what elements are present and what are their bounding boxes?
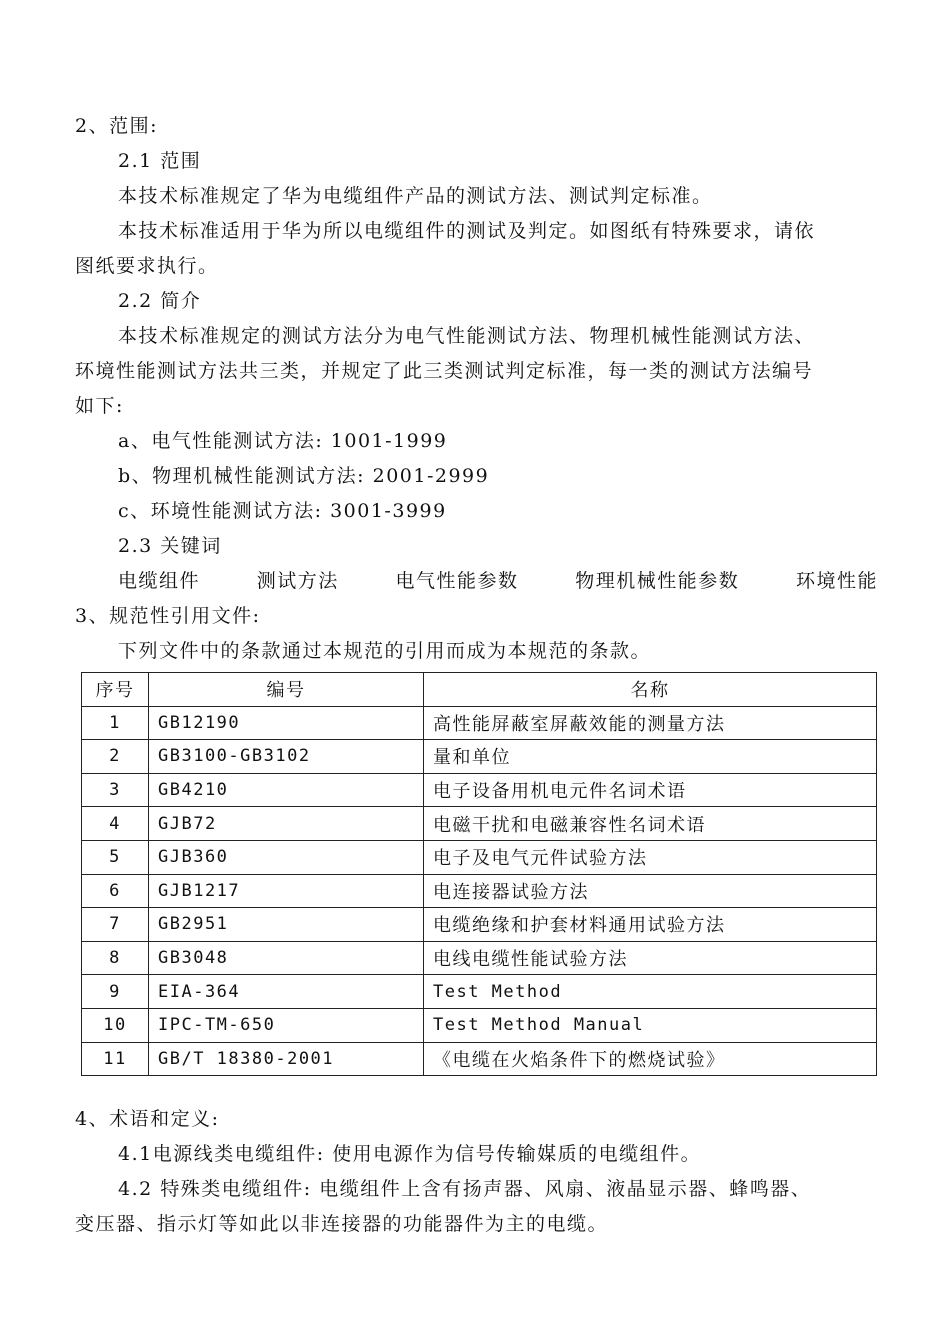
row-number: 2	[82, 740, 149, 774]
section-2-2-heading: 2.2 简介	[118, 290, 202, 312]
keyword-list	[118, 569, 878, 593]
document-name: 电磁干扰和电磁兼容性名词术语	[424, 807, 877, 841]
document-name: Test Method	[424, 975, 877, 1009]
table-row	[82, 941, 877, 975]
document-name: 量和单位	[424, 740, 877, 774]
definition: 4.2 特殊类电缆组件: 电缆组件上含有扬声器、风扇、液晶显示器、蜂鸣器、	[118, 1178, 812, 1200]
definition: 变压器、指示灯等如此以非连接器的功能器件为主的电缆。	[75, 1213, 609, 1235]
list-item: a、电气性能测试方法: 1001-1999	[118, 430, 448, 452]
section-2-3-heading: 2.3 关键词	[118, 535, 222, 557]
paragraph: 本技术标准规定了华为电缆组件产品的测试方法、测试判定标准。	[118, 185, 713, 207]
keyword: 物理机械性能参数	[575, 570, 740, 592]
keyword: 电气性能参数	[395, 570, 519, 592]
row-number: 3	[82, 773, 149, 807]
document-code: GB3048	[149, 941, 424, 975]
definition: 4.1电源线类电缆组件: 使用电源作为信号传输媒质的电缆组件。	[118, 1143, 702, 1165]
table-row	[82, 807, 877, 841]
row-number: 11	[82, 1042, 149, 1076]
paragraph: 图纸要求执行。	[75, 255, 219, 277]
row-number: 8	[82, 941, 149, 975]
document-code: GJB72	[149, 807, 424, 841]
paragraph: 如下:	[75, 395, 124, 417]
column-header: 编号	[149, 673, 424, 707]
row-number: 10	[82, 1008, 149, 1042]
document-code: GB4210	[149, 773, 424, 807]
document-name: 电缆绝缘和护套材料通用试验方法	[424, 908, 877, 942]
section-2-1-heading: 2.1 范围	[118, 150, 202, 172]
document-name: 电线电缆性能试验方法	[424, 941, 877, 975]
document-code: EIA-364	[149, 975, 424, 1009]
table-row	[82, 840, 877, 874]
row-number: 5	[82, 840, 149, 874]
document-code: GB2951	[149, 908, 424, 942]
keyword: 电缆组件	[118, 570, 201, 592]
section-3-heading: 3、规范性引用文件:	[75, 605, 261, 627]
column-header: 名称	[424, 673, 877, 707]
paragraph: 本技术标准规定的测试方法分为电气性能测试方法、物理机械性能测试方法、	[118, 325, 816, 347]
document-name: 电子设备用机电元件名词术语	[424, 773, 877, 807]
document-code: GJB1217	[149, 874, 424, 908]
table-row	[82, 740, 877, 774]
row-number: 4	[82, 807, 149, 841]
section-4-heading: 4、术语和定义:	[75, 1108, 220, 1130]
keyword: 环境性能	[795, 570, 878, 592]
table-row	[82, 1042, 877, 1076]
list-item: c、环境性能测试方法: 3001-3999	[118, 500, 447, 522]
document-code: GB/T 18380-2001	[149, 1042, 424, 1076]
column-header: 序号	[82, 673, 149, 707]
table-row	[82, 874, 877, 908]
row-number: 7	[82, 908, 149, 942]
document-code: IPC-TM-650	[149, 1008, 424, 1042]
row-number: 6	[82, 874, 149, 908]
table-row	[82, 773, 877, 807]
document-code: GB12190	[149, 706, 424, 740]
document-name: 电连接器试验方法	[424, 874, 877, 908]
keyword: 测试方法	[256, 570, 339, 592]
table-row	[82, 706, 877, 740]
document-name: 电子及电气元件试验方法	[424, 840, 877, 874]
table-header-row	[82, 673, 877, 707]
document-name: Test Method Manual	[424, 1008, 877, 1042]
row-number: 1	[82, 706, 149, 740]
document-code: GJB360	[149, 840, 424, 874]
paragraph: 下列文件中的条款通过本规范的引用而成为本规范的条款。	[118, 640, 652, 662]
table-row	[82, 975, 877, 1009]
list-item: b、物理机械性能测试方法: 2001-2999	[118, 465, 490, 487]
reference-table	[81, 672, 877, 1076]
document-name: 《电缆在火焰条件下的燃烧试验》	[424, 1042, 877, 1076]
paragraph: 本技术标准适用于华为所以电缆组件的测试及判定。如图纸有特殊要求，请依	[118, 220, 816, 242]
paragraph: 环境性能测试方法共三类，并规定了此三类测试判定标准，每一类的测试方法编号	[75, 360, 814, 382]
row-number: 9	[82, 975, 149, 1009]
table-row	[82, 1008, 877, 1042]
document-name: 高性能屏蔽室屏蔽效能的测量方法	[424, 706, 877, 740]
document-code: GB3100-GB3102	[149, 740, 424, 774]
section-2-heading: 2、范围:	[75, 115, 158, 137]
table-row	[82, 908, 877, 942]
